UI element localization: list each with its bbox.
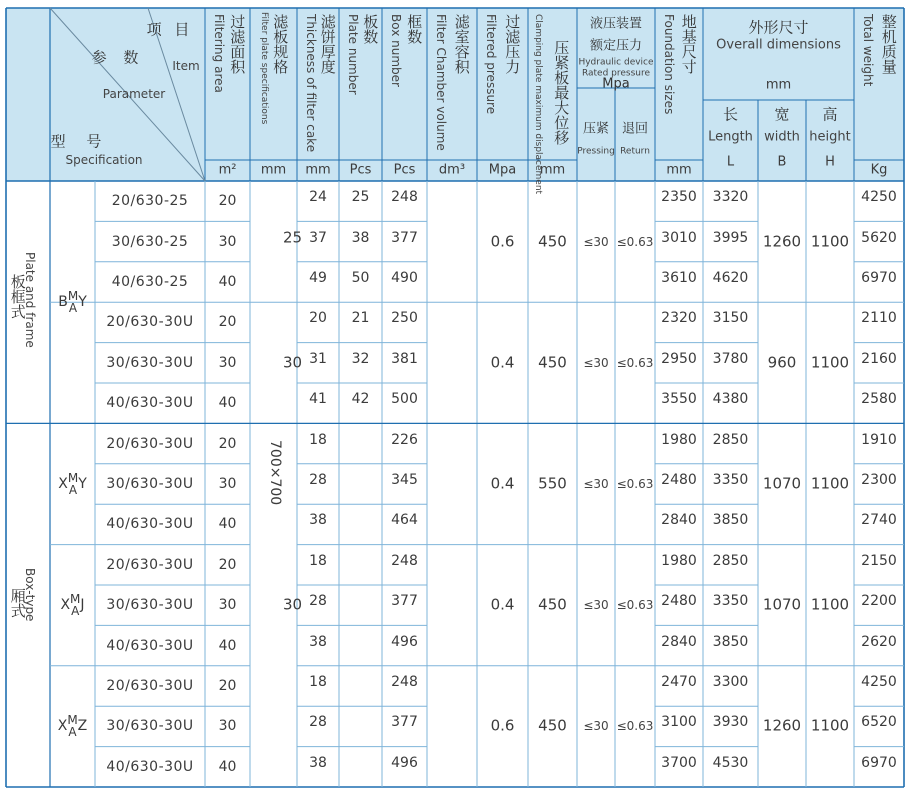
volume-cell: 496 — [391, 754, 418, 771]
pressing-cell: ≤30 — [583, 598, 609, 613]
volume-cell: 377 — [391, 229, 418, 246]
pressing-cell: ≤30 — [583, 355, 609, 370]
foundation-cell: 1980 — [661, 431, 697, 448]
overall-en: Overall dimensions — [716, 37, 841, 53]
length-cell: 4380 — [712, 391, 749, 408]
return-cell: ≤0.63 — [616, 234, 654, 249]
pressure-cell: 0.6 — [490, 716, 515, 735]
model-cell: 20/630-30U — [106, 556, 194, 573]
area-cell: 20 — [218, 314, 237, 331]
hydraulic-cn: 液压装置 — [589, 16, 643, 32]
family-suffix: Y — [78, 294, 87, 311]
overall-width-en: width — [764, 129, 800, 145]
return-en: Return — [620, 146, 650, 157]
length-cell: 3350 — [712, 593, 749, 610]
area-cell: 30 — [218, 233, 237, 250]
displacement-cell: 450 — [538, 232, 567, 251]
model-cell: 30/630-25 — [111, 233, 189, 250]
weight-cell: 4250 — [861, 189, 897, 206]
family-label — [60, 593, 84, 617]
cake-thickness-cell: 25 — [282, 228, 303, 247]
plates-cell: 18 — [309, 552, 327, 569]
model-cell: 40/630-30U — [106, 637, 194, 654]
hydraulic-unit: Mpa — [602, 76, 630, 92]
foundation-cell: 2480 — [661, 593, 697, 610]
pressure-cell: 0.4 — [490, 595, 515, 614]
plates-cell: 18 — [309, 431, 327, 448]
weight-cell: 6520 — [861, 714, 897, 731]
model-cell: 40/630-30U — [106, 758, 194, 775]
overall-height-sym: H — [825, 154, 835, 170]
volume-cell: 248 — [391, 552, 418, 569]
weight-cell: 2740 — [861, 512, 897, 529]
family-label — [58, 290, 87, 314]
family-label — [58, 472, 87, 496]
weight-cell: 2110 — [861, 310, 897, 327]
group-label-cn: 厢式 — [8, 588, 27, 618]
family-sub: A — [68, 725, 77, 740]
return-cell: ≤0.63 — [616, 477, 654, 491]
height-cell: 1100 — [810, 474, 850, 493]
foundation-cell: 3010 — [661, 229, 697, 246]
model-cell: 20/630-25 — [111, 193, 189, 210]
weight-cell: 6970 — [861, 270, 897, 286]
area-cell: 40 — [218, 395, 237, 412]
displacement-cell: 450 — [538, 353, 567, 372]
model-cell: 20/630-30U — [106, 678, 194, 694]
model-cell: 40/630-30U — [106, 516, 194, 533]
plates-cell: 18 — [309, 674, 327, 690]
column-en-label: Clamping plate maximum displacement — [533, 14, 543, 195]
plates-cell: 41 — [309, 391, 327, 408]
model-cell: 20/630-30U — [106, 314, 194, 331]
group-label-en: Plate and frame — [23, 252, 37, 348]
length-cell: 3850 — [712, 512, 749, 529]
family-sub: A — [68, 483, 78, 497]
plate-spec-cell: 700×700 — [266, 440, 283, 506]
boxes-cell: 25 — [351, 189, 370, 206]
column-en-label: Plate number — [346, 14, 360, 95]
boxes-cell: 21 — [351, 310, 370, 327]
length-cell: 2850 — [712, 552, 749, 569]
pressing-cell: ≤30 — [583, 234, 609, 249]
return-cell: ≤0.63 — [616, 355, 654, 370]
boxes-cell: 38 — [351, 229, 370, 246]
model-cell: 30/630-30U — [106, 476, 194, 492]
pressure-cell: 0.6 — [490, 232, 515, 251]
weight-cell: 5620 — [861, 229, 897, 246]
foundation-cell: 1980 — [661, 552, 697, 569]
plates-cell: 24 — [309, 189, 327, 206]
foundation-cell: 2480 — [661, 472, 697, 488]
height-cell: 1100 — [810, 716, 850, 735]
pressing-cell: ≤30 — [583, 477, 609, 491]
area-cell: 40 — [218, 516, 237, 533]
foundation-cell: 2840 — [661, 633, 697, 650]
column-cn-label: 压紧板最大位移 — [552, 40, 571, 145]
family-sub: A — [68, 301, 78, 316]
length-cell: 4620 — [712, 270, 749, 286]
column-unit: Kg — [870, 162, 888, 178]
area-cell: 20 — [218, 193, 237, 210]
length-cell: 3850 — [712, 633, 749, 650]
model-cell: 30/630-30U — [106, 718, 194, 735]
header-param-en: Parameter — [102, 87, 166, 101]
column-en-label: Filtering area — [212, 14, 226, 93]
overall-length-cn: 长 — [722, 105, 739, 124]
area-cell: 40 — [218, 758, 237, 775]
plates-cell: 37 — [309, 229, 327, 246]
weight-cell: 2620 — [861, 633, 897, 650]
column-unit: Pcs — [393, 162, 416, 178]
foundation-cell: 2350 — [661, 189, 697, 206]
length-cell: 3350 — [712, 472, 749, 488]
width-cell: 1070 — [762, 474, 802, 493]
family-suffix: J — [80, 597, 85, 614]
overall-width-sym: B — [777, 154, 787, 170]
volume-cell: 250 — [391, 310, 418, 327]
displacement-cell: 450 — [538, 716, 567, 735]
header-spec-en: Specification — [65, 153, 143, 167]
column-en-label: Thickness of filter cake — [304, 14, 318, 153]
column-cn-label: 滤板规格 — [271, 14, 290, 74]
overall-width-cn: 宽 — [774, 105, 790, 124]
volume-cell: 496 — [391, 633, 418, 650]
return-cn: 退回 — [621, 121, 649, 137]
overall-length-en: Length — [708, 129, 753, 145]
column-en-label: Filter plate specifications — [259, 12, 269, 125]
column-en-label: Foundation sizes — [662, 14, 676, 115]
displacement-cell: 550 — [538, 474, 567, 493]
area-cell: 40 — [218, 637, 237, 654]
column-unit: dm³ — [438, 162, 466, 178]
hydraulic-cn2: 额定压力 — [589, 38, 643, 54]
plates-cell: 38 — [309, 512, 327, 529]
weight-cell: 2580 — [861, 391, 897, 408]
family-sup: M — [67, 289, 79, 304]
area-cell: 20 — [218, 435, 237, 452]
area-cell: 40 — [218, 274, 237, 290]
family-base: X — [58, 476, 68, 492]
overall-unit: mm — [765, 77, 792, 93]
column-cn-label: 板数 — [361, 14, 380, 44]
column-cn-label: 整机质量 — [879, 14, 898, 74]
pressing-cn: 压紧 — [582, 121, 610, 137]
family-base: B — [58, 294, 68, 311]
length-cell: 4530 — [712, 754, 749, 771]
volume-cell: 248 — [391, 674, 418, 690]
volume-cell: 377 — [391, 714, 418, 731]
model-cell: 40/630-30U — [106, 395, 194, 412]
length-cell: 3780 — [712, 350, 749, 367]
model-cell: 30/630-30U — [106, 354, 194, 371]
group-label-en: Box-type — [23, 568, 37, 622]
column-unit: Pcs — [349, 162, 372, 178]
width-cell: 1260 — [762, 232, 802, 251]
family-sup: M — [67, 713, 78, 728]
column-unit: Mpa — [488, 162, 517, 178]
plates-cell: 28 — [309, 472, 327, 488]
boxes-cell: 50 — [351, 270, 370, 286]
length-cell: 3300 — [712, 674, 749, 690]
area-cell: 30 — [218, 597, 237, 614]
boxes-cell: 32 — [351, 350, 370, 367]
weight-cell: 4250 — [861, 674, 897, 690]
height-cell: 1100 — [810, 595, 850, 614]
foundation-cell: 2840 — [661, 512, 697, 529]
pressing-en: Pressing — [577, 146, 615, 157]
foundation-cell: 2320 — [661, 310, 697, 327]
family-sup: M — [70, 592, 81, 607]
overall-height-cn: 高 — [822, 105, 838, 124]
column-unit: mm — [539, 162, 566, 178]
weight-cell: 2300 — [861, 472, 897, 488]
pressing-cell: ≤30 — [583, 719, 609, 734]
area-cell: 20 — [218, 678, 237, 694]
plates-cell: 49 — [309, 270, 327, 286]
model-cell: 40/630-25 — [111, 274, 189, 290]
length-cell: 3150 — [712, 310, 749, 327]
cake-thickness-cell: 30 — [282, 595, 303, 614]
column-cn-label: 过滤压力 — [503, 14, 522, 74]
volume-cell: 377 — [391, 593, 418, 610]
volume-cell: 490 — [391, 270, 418, 286]
plates-cell: 38 — [309, 754, 327, 771]
return-cell: ≤0.63 — [616, 598, 654, 613]
column-en-label: Box number — [389, 14, 403, 87]
header-item-cn: 项 目 — [146, 20, 194, 39]
overall-length-sym: L — [726, 154, 735, 170]
column-unit: mm — [305, 162, 331, 178]
height-cell: 1100 — [810, 232, 850, 251]
overall-cn: 外形尺寸 — [748, 18, 809, 37]
column-cn-label: 滤饼厚度 — [318, 14, 337, 74]
family-sup: M — [67, 471, 79, 485]
plates-cell: 31 — [309, 350, 327, 367]
header-item-en: Item — [172, 59, 200, 73]
area-cell: 30 — [218, 354, 237, 371]
weight-cell: 2150 — [861, 552, 897, 569]
header-param-cn: 参 数 — [91, 48, 145, 67]
foundation-cell: 2950 — [661, 350, 697, 367]
plates-cell: 38 — [309, 633, 327, 650]
weight-cell: 1910 — [861, 431, 897, 448]
group-label-cn: 板框式 — [8, 274, 27, 319]
weight-cell: 2160 — [861, 350, 897, 367]
volume-cell: 464 — [391, 512, 418, 529]
area-cell: 30 — [218, 476, 237, 492]
column-en-label: Filter Chamber volume — [434, 14, 448, 151]
displacement-cell: 450 — [538, 595, 567, 614]
column-unit: m² — [218, 162, 237, 178]
area-cell: 30 — [218, 718, 237, 735]
length-cell: 3995 — [712, 229, 749, 246]
column-unit: mm — [260, 162, 287, 178]
family-base: X — [60, 597, 71, 614]
family-suffix: Z — [77, 718, 88, 735]
cake-thickness-cell: 30 — [282, 353, 303, 372]
width-cell: 960 — [767, 353, 797, 372]
length-cell: 3320 — [712, 189, 749, 206]
column-en-label: Filtered pressure — [484, 14, 498, 115]
column-cn-label: 框数 — [405, 14, 424, 44]
foundation-cell: 3550 — [661, 391, 697, 408]
return-cell: ≤0.63 — [616, 719, 654, 734]
column-en-label: Total weight — [861, 14, 875, 87]
overall-height-en: height — [809, 129, 851, 145]
model-cell: 20/630-30U — [106, 435, 194, 452]
column-unit: mm — [666, 162, 692, 178]
column-cn-label: 地基尺寸 — [679, 14, 698, 74]
length-cell: 2850 — [712, 431, 749, 448]
volume-cell: 500 — [391, 391, 418, 408]
volume-cell: 345 — [391, 472, 418, 488]
column-cn-label: 滤室容积 — [452, 14, 471, 74]
area-cell: 20 — [218, 556, 237, 573]
width-cell: 1070 — [762, 595, 802, 614]
volume-cell: 226 — [391, 431, 418, 448]
weight-cell: 6970 — [861, 754, 897, 771]
foundation-cell: 2470 — [661, 674, 697, 690]
column-cn-label: 过滤面积 — [228, 14, 247, 74]
pressure-cell: 0.4 — [490, 353, 515, 372]
foundation-cell: 3700 — [661, 754, 697, 771]
family-sub: A — [71, 604, 80, 619]
family-label — [58, 714, 88, 738]
pressure-cell: 0.4 — [490, 474, 515, 493]
plates-cell: 28 — [309, 593, 327, 610]
foundation-cell: 3100 — [661, 714, 697, 731]
height-cell: 1100 — [810, 353, 850, 372]
volume-cell: 248 — [391, 189, 418, 206]
family-base: X — [57, 718, 68, 735]
header-spec-cn: 型 号 — [50, 132, 110, 151]
hydraulic-en2: Rated pressure — [581, 68, 651, 79]
hydraulic-en1: Hydraulic device — [578, 57, 654, 68]
length-cell: 3930 — [712, 714, 749, 731]
width-cell: 1260 — [762, 716, 802, 735]
family-suffix: Y — [78, 476, 87, 492]
plates-cell: 28 — [309, 714, 327, 731]
weight-cell: 2200 — [861, 593, 897, 610]
plates-cell: 20 — [309, 310, 327, 327]
boxes-cell: 42 — [351, 391, 370, 408]
volume-cell: 381 — [391, 350, 418, 367]
foundation-cell: 3610 — [661, 270, 697, 286]
model-cell: 30/630-30U — [106, 597, 194, 614]
